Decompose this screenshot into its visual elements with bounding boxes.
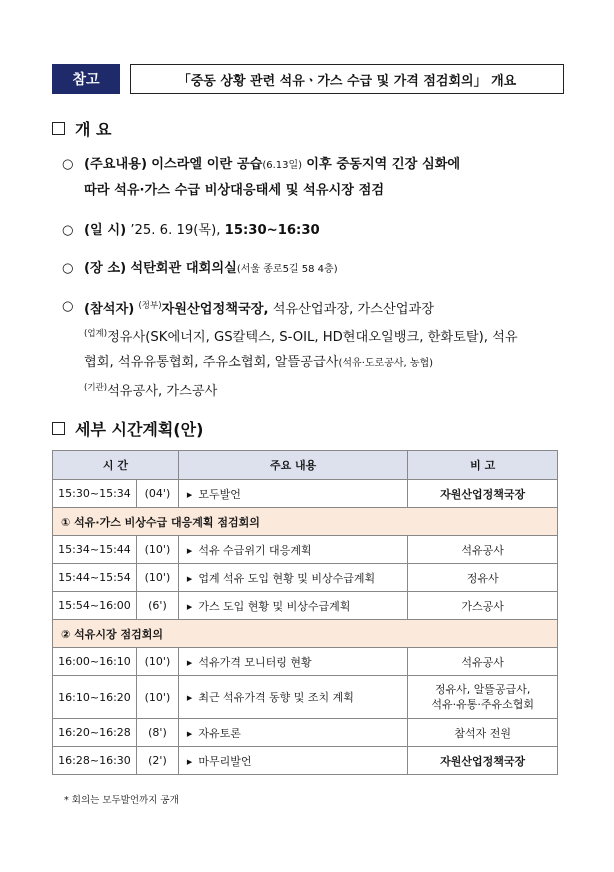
row-content-text: 가스 도입 현황 및 비상수급계획 [198,599,351,613]
row-content-text: 자유토론 [198,726,241,740]
footnote: * 회의는 모두발언까지 공개 [64,795,179,806]
row-content-text: 석유 수급위기 대응계획 [198,543,312,557]
item-small: (석유·도로공사, 농협) [338,358,434,369]
item-text: 이스라엘 이란 공습 [151,157,263,172]
item-label: (장 소) [84,261,127,276]
item-text: ’25. 6. 19(목), [130,223,221,238]
row-duration: (8') [136,719,178,747]
group-title: ① 석유·가스 비상수급 대응계획 점검회의 [53,508,558,536]
checkbox-square-icon [52,122,65,135]
triangle-bullet-icon: ▶ [186,602,193,611]
row-duration: (10') [136,676,178,719]
item-label: (일 시) [84,223,127,238]
overview-heading [52,117,111,140]
item-text: 정유사(SK에너지, GS칼텍스, S-OIL, HD현대오일뱅크, 한화토탈), 석유 [107,330,518,345]
item-label: (주요내용) [84,157,148,172]
group-row [53,620,558,648]
row-note: 가스공사 [408,592,558,620]
triangle-bullet-icon: ▶ [186,729,193,738]
item-sup: (정부) [138,301,162,311]
triangle-bullet-icon: ▶ [186,490,193,499]
item-text: 석유산업과장, 가스산업과장 [272,302,434,317]
overview-item-content [62,152,562,203]
item-text: 따라 석유·가스 수급 비상대응태세 및 석유시장 점검 [84,183,385,198]
schedule-heading-text: 세부 시간계획(안) [75,420,204,439]
circle-bullet-icon: ○ [62,223,74,238]
overview-heading-text: 개 요 [75,120,112,139]
table-row [53,564,558,592]
row-content-text: 업계 석유 도입 현황 및 비상수급계획 [198,571,376,585]
col-header-note: 비 고 [408,451,558,480]
row-time: 16:00~16:10 [53,648,137,676]
row-content [178,648,407,676]
row-time: 15:34~15:44 [53,536,137,564]
item-text: 석유공사, 가스공사 [107,384,218,399]
row-time: 16:20~16:28 [53,719,137,747]
table-row [53,648,558,676]
circle-bullet-icon: ○ [62,157,74,172]
row-note: 석유공사 [408,648,558,676]
item-text: 이후 중동지역 긴장 심화에 [306,157,461,172]
doc-title: 「중동 상황 관련 석유ㆍ가스 수급 및 가격 점검회의」 개요 [130,64,564,94]
row-note-line1: 정유사, 알뜰공급사, [434,683,531,696]
overview-item-place [62,256,562,282]
row-time: 16:10~16:20 [53,676,137,719]
circle-bullet-icon: ○ [62,261,74,276]
triangle-bullet-icon: ▶ [186,574,193,583]
table-row [53,676,558,719]
row-note: 참석자 전원 [408,719,558,747]
row-note: 자원산업정책국장 [408,480,558,508]
item-text: 협회, 석유유통협회, 주유소협회, 알뜰공급사 [84,355,339,370]
col-header-time: 시 간 [53,451,179,480]
row-note: 자원산업정책국장 [408,747,558,775]
table-row [53,592,558,620]
row-content [178,747,407,775]
item-label: (참석자) [84,302,135,317]
triangle-bullet-icon: ▶ [186,757,193,766]
row-content [178,536,407,564]
overview-item-attendees [62,294,562,404]
row-time: 15:44~15:54 [53,564,137,592]
row-duration: (04') [136,480,178,508]
row-duration: (10') [136,536,178,564]
row-time: 16:28~16:30 [53,747,137,775]
row-note-line2: 석유·유통·주유소협회 [431,698,534,711]
row-content [178,480,407,508]
doc-header [52,64,564,94]
row-content [178,592,407,620]
row-content [178,564,407,592]
row-content-text: 최근 석유가격 동향 및 조치 계획 [198,691,354,704]
group-title: ② 석유시장 점검회의 [53,620,558,648]
item-text: 자원산업정책국장, [161,302,269,317]
row-content [178,676,407,719]
row-duration: (10') [136,564,178,592]
row-duration: (10') [136,648,178,676]
item-sup: (기관) [84,383,108,393]
checkbox-square-icon [52,422,65,435]
row-content-text: 모두발언 [198,487,241,501]
group-row [53,508,558,536]
circle-bullet-icon: ○ [62,299,74,314]
row-note: 석유공사 [408,536,558,564]
item-text: 석탄회관 대회의실 [130,261,237,276]
col-header-content: 주요 내용 [178,451,407,480]
triangle-bullet-icon: ▶ [186,546,193,555]
row-note: 정유사 [408,564,558,592]
triangle-bullet-icon: ▶ [186,658,193,667]
item-small: (6.13일) [262,160,303,171]
table-row [53,719,558,747]
triangle-bullet-icon: ▶ [186,694,193,702]
row-duration: (2') [136,747,178,775]
overview-item-datetime [62,218,562,243]
table-row [53,536,558,564]
row-time: 15:54~16:00 [53,592,137,620]
row-note [408,676,558,719]
row-content-text: 마무리발언 [198,754,252,768]
schedule-heading [52,417,203,440]
table-row [53,480,558,508]
row-time: 15:30~15:34 [53,480,137,508]
schedule-table [52,450,558,775]
row-duration: (6') [136,592,178,620]
table-row [53,747,558,775]
item-text: 15:30~16:30 [224,223,320,238]
row-content [178,719,407,747]
table-header [53,451,558,480]
item-small: (서울 종로5길 58 4층) [236,264,338,275]
item-sup: (업계) [84,329,108,339]
reference-tag: 참고 [52,64,120,94]
row-content-text: 석유가격 모니터링 현황 [198,655,312,669]
